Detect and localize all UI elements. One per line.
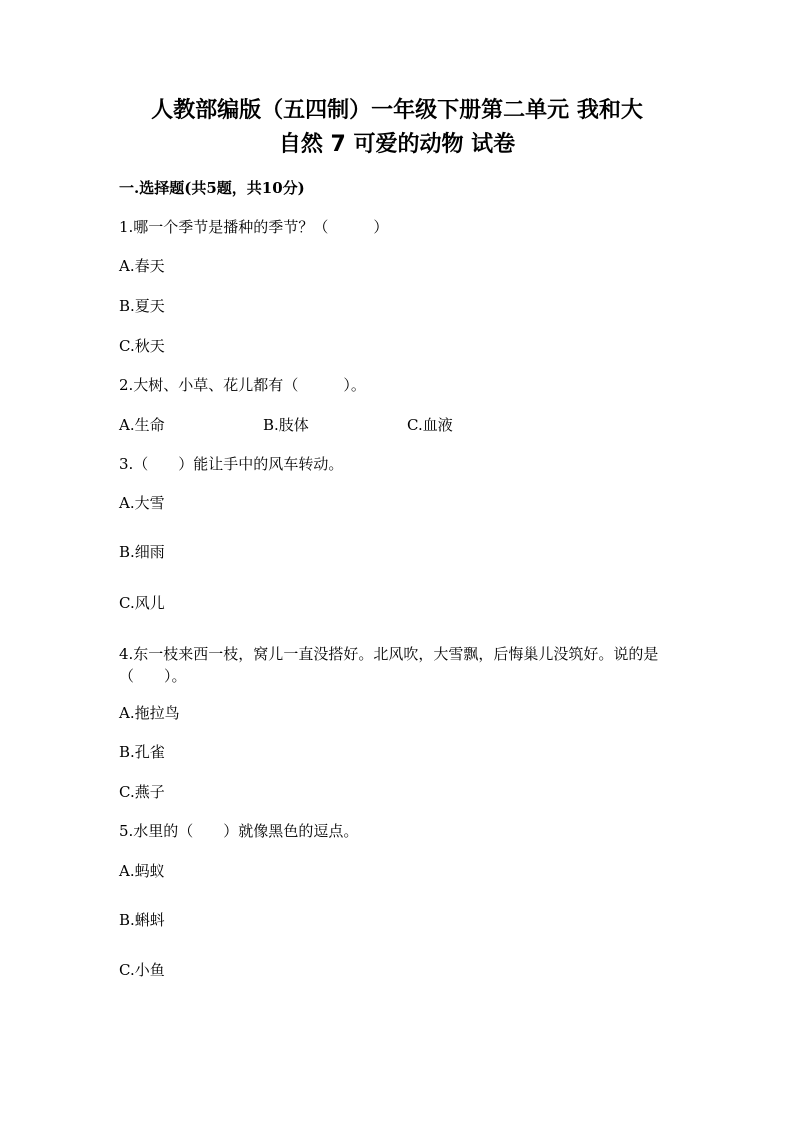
question-3-text: 3.（ ）能让手中的风车转动。 [119, 455, 344, 473]
question-1-option-a: A.春天 [119, 257, 165, 275]
question-1-option-c: C.秋天 [119, 337, 165, 355]
page-title [120, 94, 674, 162]
question-3-option-b: B.细雨 [119, 543, 165, 561]
question-2-options [119, 415, 551, 435]
question-4-text: 4.东一枝来西一枝，窝儿一直没搭好。北风吹，大雪飘，后悔巢儿没筑好。说的是（ ）。 [119, 645, 659, 685]
question-3-option-a: A.大雪 [119, 494, 165, 512]
question-1-text: 1.哪一个季节是播种的季节？（ ） [119, 218, 389, 236]
title-line-2: 自然 7 可爱的动物 试卷 [278, 132, 516, 157]
question-5-option-c: C.小鱼 [119, 961, 165, 979]
question-2-text: 2.大树、小草、花儿都有（ ）。 [119, 376, 366, 394]
section-heading: 一.选择题(共5题，共10分) [119, 179, 305, 197]
title-line-1: 人教部编版（五四制）一年级下册第二单元 我和大 [151, 98, 643, 123]
question-4-option-b: B.孔雀 [119, 743, 165, 761]
question-5-option-a: A.蚂蚁 [119, 862, 165, 880]
question-2-option-c: C.血液 [407, 416, 453, 434]
question-4-option-a: A.拖拉鸟 [119, 704, 180, 722]
question-5-text: 5.水里的（ ）就像黑色的逗点。 [119, 822, 359, 840]
question-4-option-c: C.燕子 [119, 783, 165, 801]
question-1-option-b: B.夏天 [119, 297, 165, 315]
question-3-option-c: C.风儿 [119, 594, 165, 612]
question-2-option-b: B.肢体 [263, 416, 309, 434]
question-2-option-a: A.生命 [119, 416, 165, 434]
question-5-option-b: B.蝌蚪 [119, 911, 165, 929]
